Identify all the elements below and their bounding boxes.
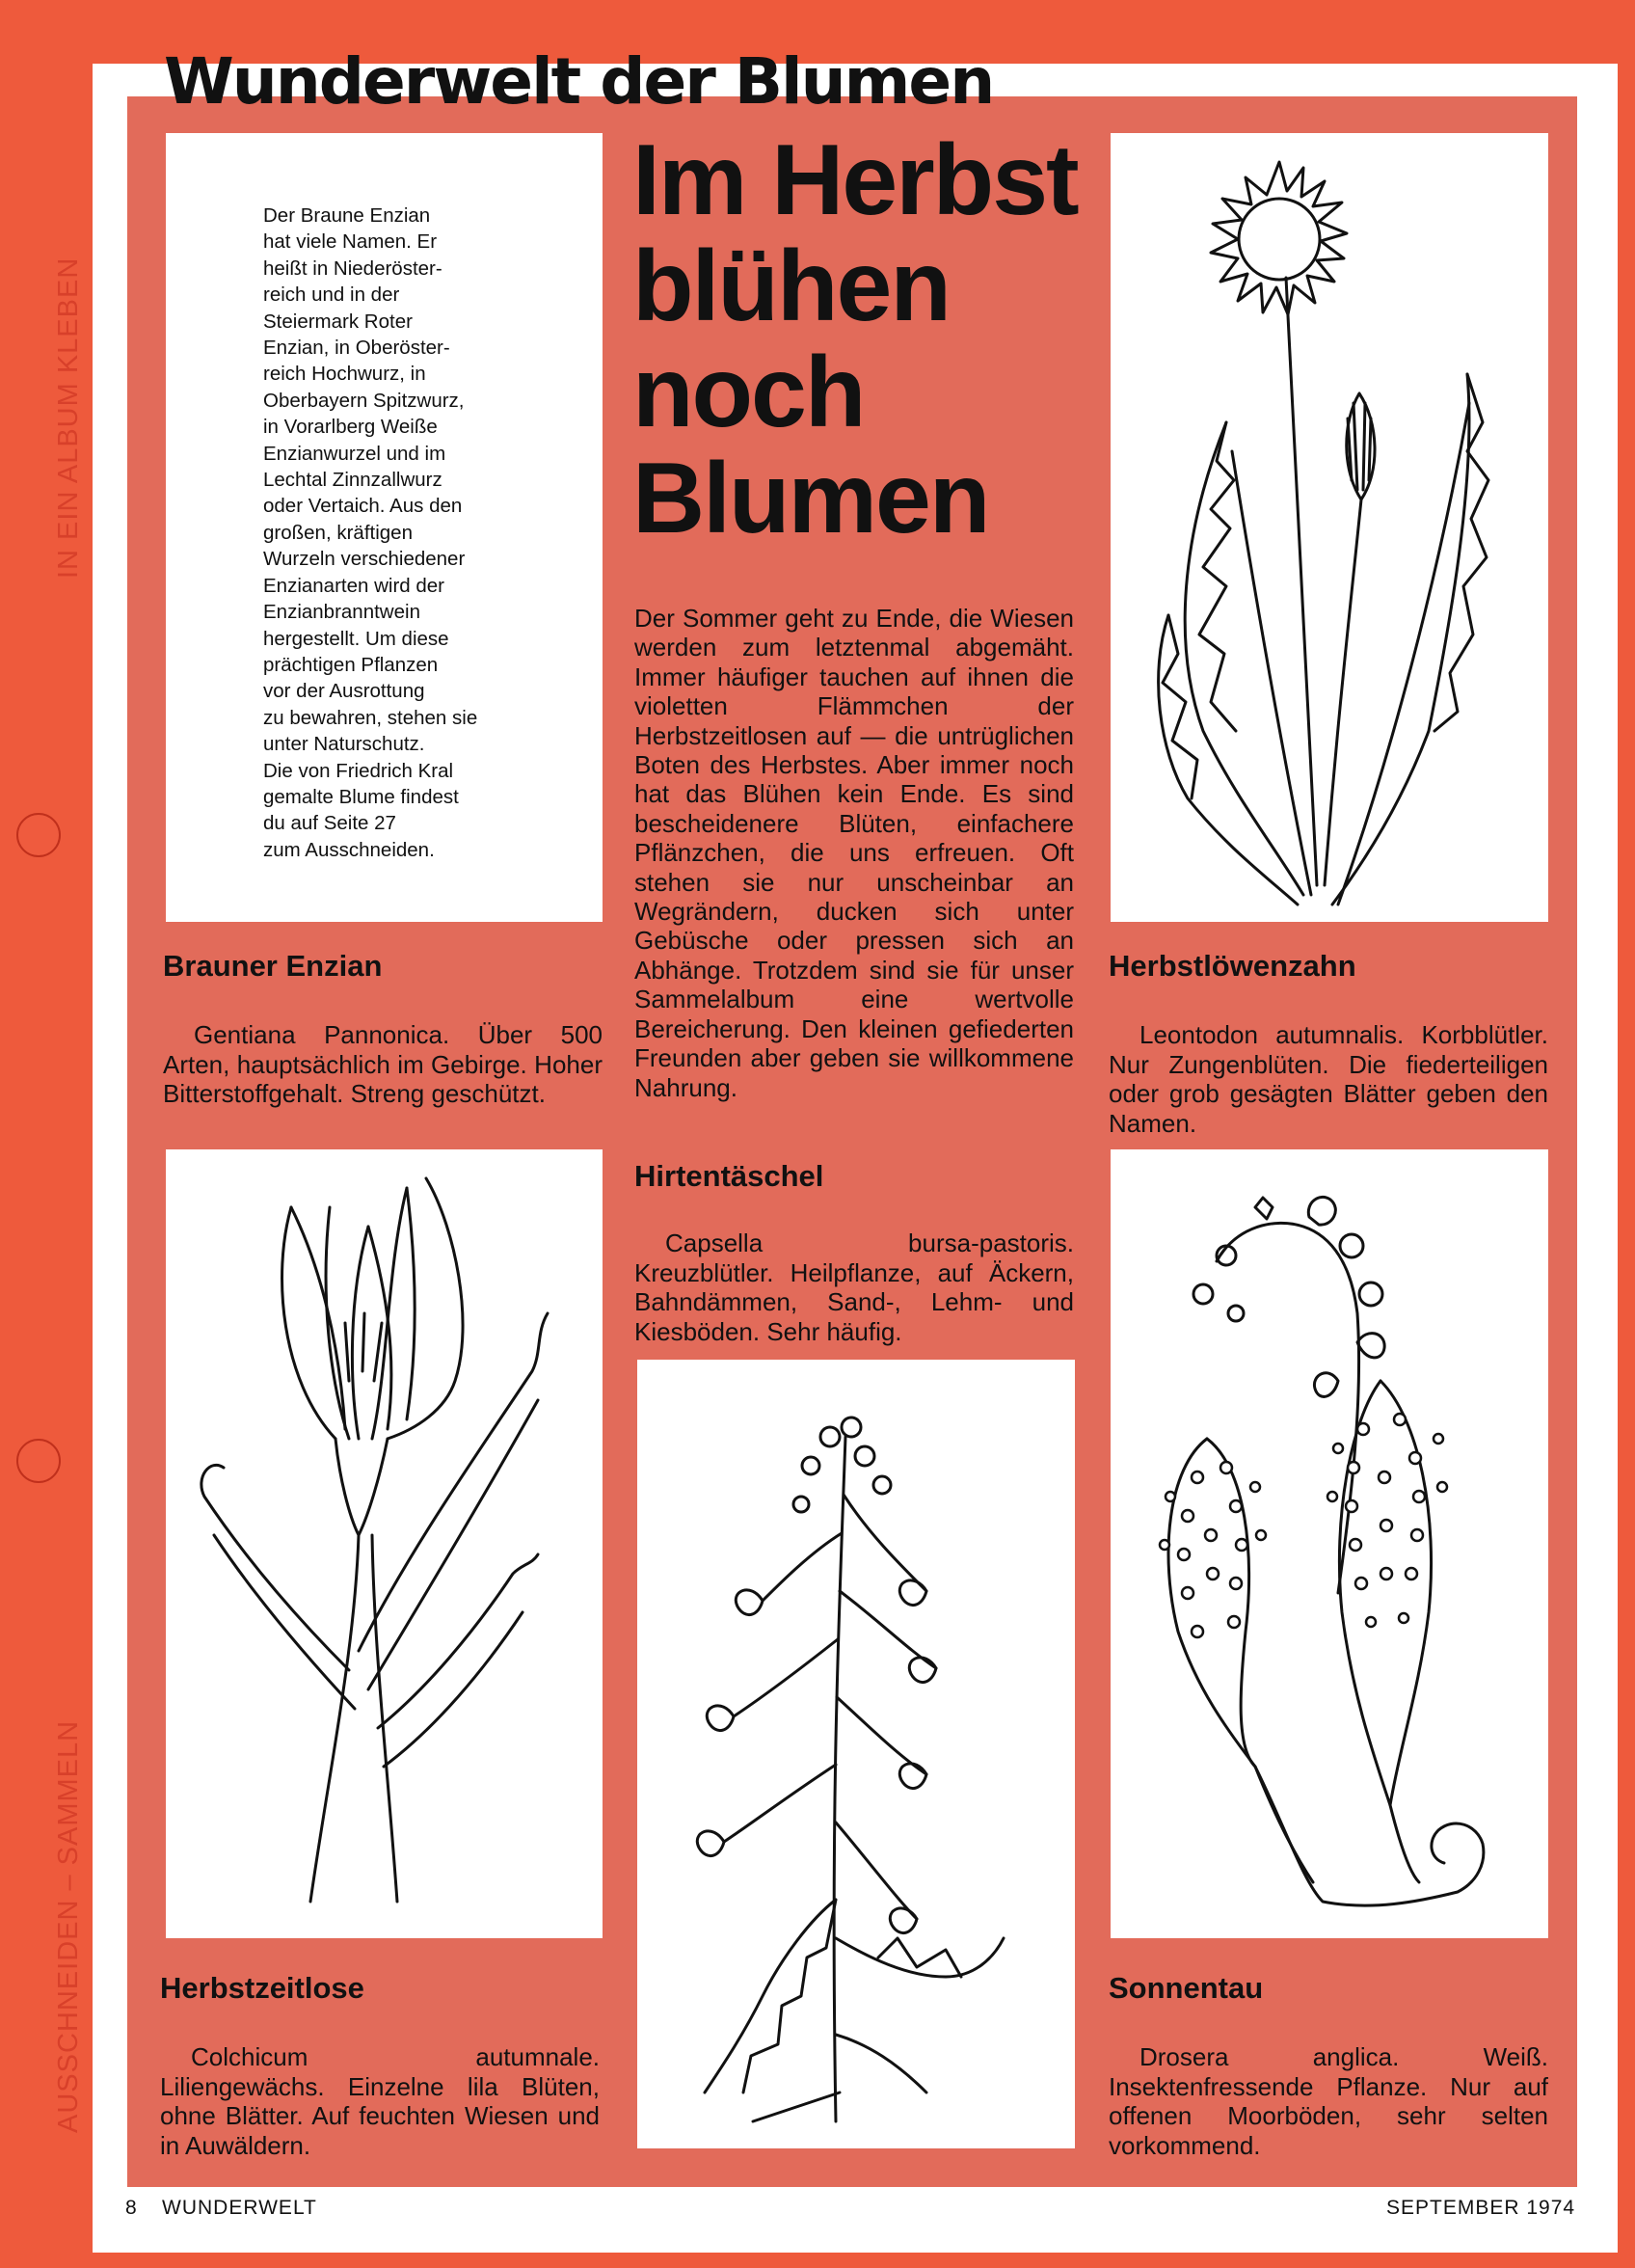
punch-hole-top (16, 813, 61, 857)
hirtentaeschel-text: Capsella bursa-pastoris. Kreuzblütler. Heilpflanze, auf Äckern, Bahndämmen, Sand-, Lehm- und Kiesböden. Sehr häufig. (634, 1228, 1074, 1346)
punch-hole-bottom (16, 1439, 61, 1483)
masthead: Wunderwelt der Blumen (164, 44, 994, 119)
footer-page-number: 8 (125, 2197, 138, 2219)
footer-magazine: WUNDERWELT (162, 2197, 317, 2219)
zeitlose-title: Herbstzeitlose (160, 1971, 364, 2005)
zeitlose-text: Colchicum autumnale. Liliengewächs. Einzelne lila Blüten, ohne Blätter. Auf feuchten Wiesen und in Auwäldern. (160, 2042, 600, 2160)
page-title: Im Herbst blühen noch Blumen (632, 124, 1078, 554)
hirtentaeschel-title: Hirtentäschel (634, 1159, 824, 1193)
sonnentau-text: Drosera anglica. Weiß. Insektenfressende Pflanze. Nur auf offenen Moorböden, sehr selten vorkommend. (1109, 2042, 1548, 2160)
enzian-title: Brauner Enzian (163, 949, 383, 983)
enzian-text: Gentiana Pannonica. Über 500 Arten, hauptsächlich im Gebirge. Hoher Bitterstoffgehalt. Streng geschützt. (163, 1020, 603, 1108)
sonnentau-title: Sonnentau (1109, 1971, 1264, 2005)
main-text: Der Sommer geht zu Ende, die Wiesen werden zum letztenmal abgemäht. Immer häufiger tauchen auf ihnen die violetten Flämmchen der Herbstzeitlosen auf — die untrüglichen Boten des Herbstes. Aber immer noch hat das Blühen kein Ende. Es sind bescheidenere Blüten, einfachere Pflänzchen, die uns erfreuen. Oft stehen sie nur unscheinbar an Wegrändern, ducken sich unter Gebüsche oder pressen sich an Abhänge. Trotzdem sind sie für unser Sammelalbum eine wertvolle Bereicherung. Den kleinen gefiederten Freunden aber geben sie willkommene Nahrung. (634, 604, 1074, 1102)
sonnentau-tentacles (1160, 1414, 1447, 1637)
loewenzahn-illustration (1111, 133, 1548, 922)
footer-date: SEPTEMBER 1974 (1386, 2197, 1576, 2219)
hirtentaeschel-illustration (637, 1360, 1075, 2148)
sonnentau-illustration (1111, 1149, 1548, 1938)
loewenzahn-title: Herbstlöwenzahn (1109, 949, 1356, 983)
zeitlose-illustration (166, 1149, 603, 1938)
intro-text: Der Braune Enzian hat viele Namen. Er heißt in Niederöster- reich und in der Steiermark Roter Enzian, in Oberöster- reich Hochwurz, in Oberbayern Spitzwurz, in Vorarlberg Weiße Enzianwurzel und im Lechtal Zinnzallwurz oder Vertaich. Aus den großen, kräftigen Wurzeln verschiedener Enzianarten wird der Enzianbranntwein hergestellt. Um diese prächtigen Pflanzen vor der Ausrottung zu bewahren, stehen sie unter Naturschutz. Die von Friedrich Kral gemalte Blume findest du auf Seite 27 zum Ausschneiden. (263, 204, 478, 861)
loewenzahn-text: Leontodon autumnalis. Korbblütler. Nur Zungenblüten. Die fiederteiligen oder grob gesägten Blätter geben den Namen. (1109, 1020, 1548, 1138)
